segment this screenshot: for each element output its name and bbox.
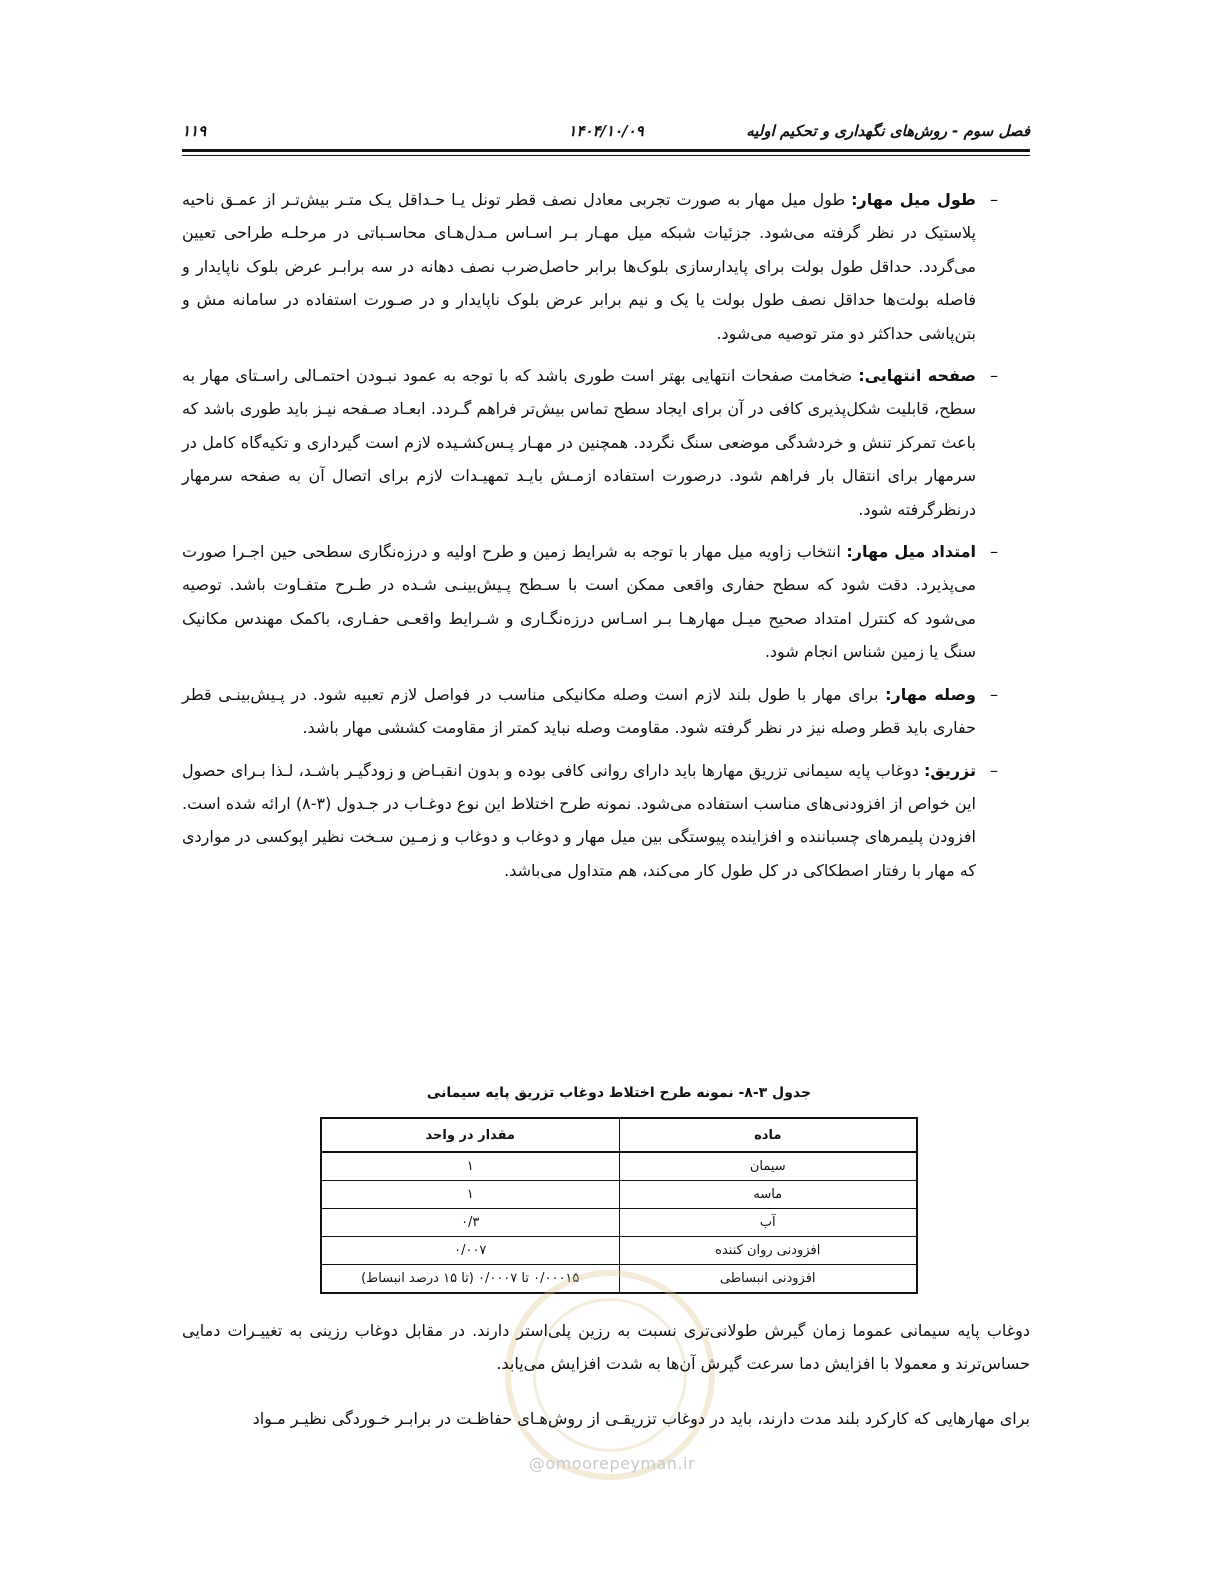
bullet-text: انتخاب زاویه میل مهار با توجه به شرایط زمین و طرح اولیه و درزه‌نگاری سطحی حین اجـرا صورت می‌پذیرد. دقت شود که سطح حفاری واقعی ممکن است با سـطح پـیش‌بینـی شـده در طـرح متفـاوت باشد. توصیه می‌شود که کنترل امتداد صحیح میـل مهارهـا بـر اسـاس درزه‌نگـاری و شـرایط واقعـی حفـاری، باکمک مهندس مکانیک سنگ یا زمین شناس انجام شود. xyxy=(182,542,976,662)
bullet-text: ضخامت صفحات انتهایی بهتر است طوری باشد که با توجه به عمود نبـودن احتمـالی راسـتای مهار به سطح، قابلیت شکل‌پذیری کافی در آن برای ایجاد سطح تماس بیش‌تر فراهم گـردد. ابعـاد صـفحه نیـز باید طوری باشد که باعث تمرکز تنش و خردشدگی موضعی سنگ نگردد. همچنین در مهـار پـس‌کشـیده لازم است گیرداری و تکیه‌گاه کامل در سرمهار برای انتقال بار فراهم شود. درصورت استفاده ازمـش بایـد تمهیـدات لازم برای اتصال آن به صفحه سرمهار درنظرگرفته شود. xyxy=(182,366,976,519)
header-amount: مقدار در واحد xyxy=(321,1118,619,1152)
cell-amount: ۱ xyxy=(321,1152,619,1181)
table-row xyxy=(321,1152,917,1181)
bullet-title: صفحه انتهایی: xyxy=(858,366,977,386)
bullet-title: امتداد میل مهار: xyxy=(846,542,976,562)
cell-amount: ۰/۰۰۰۱۵ تا ۰/۰۰۰۷ (تا ۱۵ درصد انبساط) xyxy=(321,1265,619,1294)
table-row xyxy=(321,1209,917,1237)
bullet-list xyxy=(182,183,1002,896)
header-date: ۱۴۰۴/۱۰/۰۹ xyxy=(568,122,644,140)
bullet-item-coupler xyxy=(182,678,1002,745)
dash-icon: – xyxy=(990,366,998,386)
bullet-item-grouting xyxy=(182,754,1002,888)
cell-amount: ۰/۰۰۷ xyxy=(321,1237,619,1265)
table-row xyxy=(321,1237,917,1265)
dash-icon: – xyxy=(990,542,998,562)
bullet-item-bolt-direction xyxy=(182,535,1002,669)
bullet-text: برای مهار با طول بلند لازم است وصله مکانیکی مناسب در فواصل لازم تعبیه شود. در پـیش‌بینـی قطر حفاری باید قطر وصله نیز در نظر گرفته شود. مقاومت وصله نباید کمتر از مقاومت کششی مهار باشد. xyxy=(182,684,976,738)
table-header-row xyxy=(321,1118,917,1152)
dash-icon: – xyxy=(990,190,998,209)
cell-material: افزودنی روان کننده xyxy=(619,1237,917,1265)
bullet-title: وصله مهار: xyxy=(885,684,976,704)
cell-material: سیمان xyxy=(619,1152,917,1181)
body-paragraph: برای مهارهایی که کارکرد بلند مدت دارند، باید در دوغاب تزریقـی از روش‌هـای حفاظـت در برابـر خـوردگی نظیـر مـواد xyxy=(252,1409,1030,1428)
page-number: ۱۱۹ xyxy=(182,122,207,140)
bullet-item-end-plate xyxy=(182,359,1002,526)
cell-material: افزودنی انبساطی xyxy=(619,1265,917,1294)
header-rule-thick xyxy=(182,149,1030,152)
bullet-text: طول میل مهار به صورت تجربی معادل نصف قطر تونل یـا حـداقل یـک متـر بیش‌تـر از عمـق ناحیه پلاستیک در نظر گرفته می‌شود. جزئیات شبکه میل مهـار بـر اسـاس مـدل‌هـای محاسـباتی در مرحلـه طراحی تعیین می‌گردد. حداقل طول بولت برای پایدارسازی بلوک‌ها برابر حاصل‌ضرب نصف دهانه در سه برابـر عرض بلوک ناپایدار و فاصله بولت‌ها حداقل نصف طول بولت یا یک و نیم برابر عرض بلوک ناپایدار و در صـورت استفاده در سامانه مش و بتن‌پاشی حداکثر دو متر توصیه می‌شود. xyxy=(182,190,976,343)
site-watermark: @omoorepeyman.ir xyxy=(528,1454,696,1473)
cell-material: ماسه xyxy=(619,1181,917,1209)
table-row xyxy=(321,1181,917,1209)
bullet-title: طول میل مهار: xyxy=(851,190,976,209)
dash-icon: – xyxy=(990,684,998,704)
chapter-title: فصل سوم - روش‌های نگهداری و تحکیم اولیه xyxy=(746,122,1030,140)
body-paragraph: دوغاب پایه سیمانی عموما زمان گیرش طولانی‌تری نسبت به رزین پلی‌استر دارند. در مقابل دوغاب رزینی به تغییـرات دمایی حساس‌ترند و معمولا با افزایش دما سرعت گیرش آن‌ها به شدت افزایش می‌یابد. xyxy=(182,1321,1030,1373)
header-rule-thin xyxy=(182,155,1030,156)
page-header xyxy=(182,118,1030,146)
cell-amount: ۱ xyxy=(321,1181,619,1209)
cell-material: آب xyxy=(619,1209,917,1237)
bullet-title: تزریق: xyxy=(924,760,976,780)
grout-mix-table xyxy=(320,1117,918,1294)
header-material: ماده xyxy=(619,1118,917,1152)
bullet-item-bolt-length xyxy=(182,183,1002,350)
bullet-text: دوغاب پایه سیمانی تزریق مهارها باید دارای روانی کافی بوده و بدون انقبـاض و زودگیـر باشـد، لـذا بـرای حصول این خواص از افزودنی‌های مناسب استفاده می‌شود. نمونه طرح اختلاط این نوع دوغـاب در جـدول (۳-۸) ارائه شده است. افزودن پلیمرهای چسباننده و افزاینده پیوستگی بین میل مهار و دوغاب و دوغاب و زمـین سـخت نظیر اپوکسی در مواردی که مهار با رفتار اصطکاکی در کل طول کار می‌کند، هم متداول می‌باشد. xyxy=(182,760,976,880)
dash-icon: – xyxy=(990,760,998,780)
cell-amount: ۰/۳ xyxy=(321,1209,619,1237)
table-caption: جدول ۳-۸- نمونه طرح اختلاط دوغاب تزریق پایه سیمانی xyxy=(426,1085,812,1101)
